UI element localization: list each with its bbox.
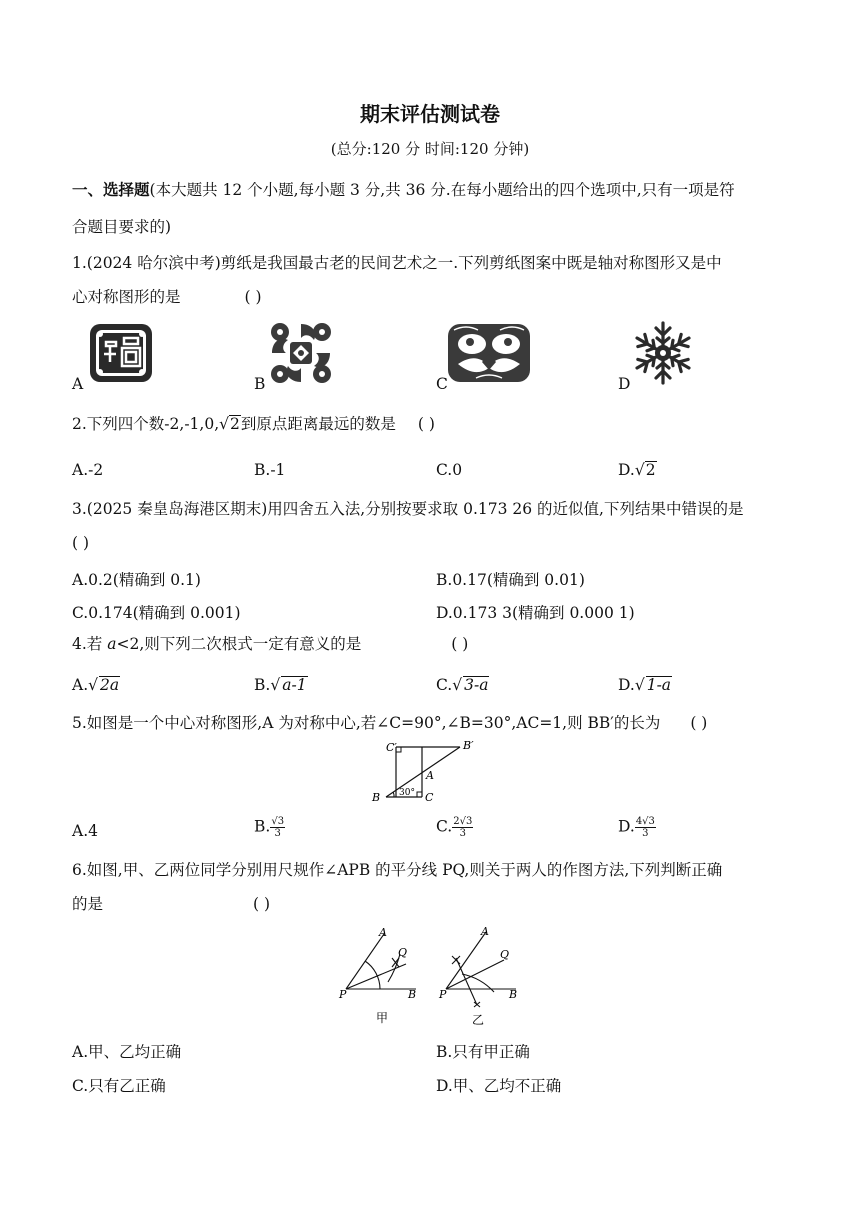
- q3-option-c: C.0.174(精确到 0.001): [72, 604, 241, 622]
- q5-label-c-prime: C′: [386, 741, 397, 754]
- q6-right-label-q: Q: [500, 948, 510, 961]
- q2-option-a: A.-2: [72, 461, 104, 479]
- page-subtitle: (总分:120 分 时间:120 分钟): [330, 140, 530, 158]
- q5-label-c: C: [425, 791, 434, 804]
- q5-option-c-denominator: 3: [459, 828, 466, 839]
- q6-stem-end: 的是: [72, 895, 104, 913]
- q4-variable: a: [107, 635, 117, 653]
- q2-option-c: C.0: [436, 461, 463, 479]
- q2-option-b: B.-1: [254, 461, 286, 479]
- q5-option-d-denominator: 3: [642, 828, 649, 839]
- q4-option-a: A.√ 2a: [72, 676, 120, 694]
- q2-option-d-label: D.: [618, 461, 635, 479]
- q2-sqrt-radicand: 2: [230, 415, 240, 433]
- q5-option-c-numerator: 2√3: [453, 816, 473, 827]
- q4-option-d-label: D.: [618, 676, 635, 694]
- q1-fish-papercut-image: [446, 320, 532, 386]
- q6-option-a: A.甲、乙均正确: [72, 1043, 182, 1061]
- q4-option-a-label: A.: [72, 676, 89, 694]
- q3-option-a: A.0.2(精确到 0.1): [72, 571, 201, 589]
- q3-answer-paren: ( ): [72, 534, 90, 552]
- q2-text-a: 2.下列四个数-2,-1,0,: [72, 415, 220, 433]
- q6-option-b: B.只有甲正确: [436, 1043, 530, 1061]
- q5-option-c-label: C.: [436, 817, 453, 836]
- q5-option-d-fraction: [635, 816, 656, 839]
- q4-stem: [72, 634, 468, 654]
- q5-answer-paren: ( ): [690, 714, 708, 732]
- q4-option-b: B.√ a-1: [254, 676, 307, 694]
- q4-option-c: C.√ 3-a: [436, 676, 489, 694]
- q5-label-b: B: [372, 791, 381, 804]
- q5-option-b: [254, 816, 285, 839]
- q6-right-label-p: P: [439, 988, 447, 1001]
- q1-line1: 1.(2024 哈尔滨中考)剪纸是我国最古老的民间艺术之一.下列剪纸图案中既是轴对称图形又是中: [72, 254, 722, 272]
- q5-label-a: A: [426, 769, 434, 782]
- q6-caption-yi: 乙: [472, 1013, 485, 1027]
- q4-stem-pre: 4.若: [72, 635, 108, 653]
- q1-label-d: D: [618, 375, 631, 393]
- q1-label-b: B: [254, 375, 266, 393]
- q5-stem: [72, 713, 707, 733]
- q5-option-b-label: B.: [254, 817, 271, 836]
- q2-option-d: D.√2: [618, 461, 656, 479]
- q6-right-label-b: B: [509, 988, 518, 1001]
- q2-answer-paren: ( ): [417, 415, 435, 433]
- q5-option-a: A.4: [72, 822, 98, 840]
- q3-line1: 3.(2025 秦皇岛海港区期末)用四舍五入法,分别按要求取 0.173 26 的近似值,下列结果中错误的是: [72, 500, 744, 518]
- q1-answer-paren: ( ): [244, 288, 262, 306]
- q6-left-label-b: B: [408, 988, 417, 1001]
- q3-option-b: B.0.17(精确到 0.01): [436, 571, 585, 589]
- section1-heading: 一、选择题: [72, 181, 150, 199]
- q4-option-d: D.√ 1-a: [618, 676, 672, 694]
- q1-label-c: C: [436, 375, 448, 393]
- q6-left-label-p: P: [339, 988, 347, 1001]
- page-title: 期末评估测试卷: [360, 102, 500, 126]
- q5-option-b-numerator: √3: [271, 816, 285, 827]
- q4-option-c-radicand: 3-a: [464, 676, 489, 694]
- q4-option-c-label: C.: [436, 676, 453, 694]
- q1-label-a: A: [72, 375, 84, 393]
- q4-option-b-label: B.: [254, 676, 271, 694]
- q5-option-d-numerator: 4√3: [635, 816, 655, 827]
- q1-line2: [72, 287, 262, 307]
- q4-answer-paren: ( ): [451, 635, 469, 653]
- q4-option-d-radicand: 1-a: [646, 676, 672, 694]
- section1-desc-line2: 合题目要求的): [72, 218, 172, 236]
- q6-option-d: D.甲、乙均不正确: [436, 1077, 562, 1095]
- q5-figure: [366, 738, 496, 810]
- q5-option-c-fraction: [452, 816, 473, 839]
- q6-figure: [336, 924, 532, 1028]
- q2-text-b: 到原点距离最远的数是: [240, 415, 396, 433]
- q5-option-b-fraction: [270, 816, 285, 839]
- q6-left-label-a: A: [379, 926, 387, 939]
- q6-answer-paren: ( ): [253, 895, 271, 913]
- q5-angle-label: 30°: [399, 788, 415, 798]
- q1-fu-papercut-image: [88, 322, 154, 384]
- q1-pinwheel-papercut-image: [268, 320, 334, 386]
- q4-option-a-radicand: 2a: [100, 676, 120, 694]
- q6-option-c: C.只有乙正确: [72, 1077, 166, 1095]
- q5-option-c: [436, 816, 473, 839]
- q6-line1: 6.如图,甲、乙两位同学分别用尺规作∠APB 的平分线 PQ,则关于两人的作图方法,下列判断正确: [72, 861, 723, 879]
- q2-stem: 2.下列四个数-2,-1,0,√2到原点距离最远的数是 ( ): [72, 415, 435, 433]
- section1-line1: [72, 180, 735, 200]
- q2-option-d-radicand: 2: [645, 461, 656, 479]
- q6-left-label-q: Q: [398, 946, 408, 959]
- q5-option-d-label: D.: [618, 817, 635, 836]
- q6-caption-jia: 甲: [376, 1011, 389, 1025]
- q5-stem-text: 5.如图是一个中心对称图形,A 为对称中心,若∠C=90°,∠B=30°,AC=1,则 BB′的长为: [72, 714, 661, 732]
- q5-label-b-prime: B′: [463, 739, 474, 752]
- q5-option-b-denominator: 3: [274, 828, 281, 839]
- q4-stem-post: <2,则下列二次根式一定有意义的是: [116, 635, 362, 653]
- q6-line2: [72, 894, 270, 914]
- q3-option-d: D.0.173 3(精确到 0.000 1): [436, 604, 635, 622]
- q5-option-d: [618, 816, 656, 839]
- q1-snowflake-papercut-image: [630, 318, 696, 388]
- q1-stem-end: 心对称图形的是: [72, 288, 181, 306]
- q4-option-b-radicand: a-1: [282, 676, 307, 694]
- q6-right-label-a: A: [481, 925, 489, 938]
- section1-desc-line1: (本大题共 12 个小题,每小题 3 分,共 36 分.在每小题给出的四个选项中,只有一项是符: [149, 181, 735, 199]
